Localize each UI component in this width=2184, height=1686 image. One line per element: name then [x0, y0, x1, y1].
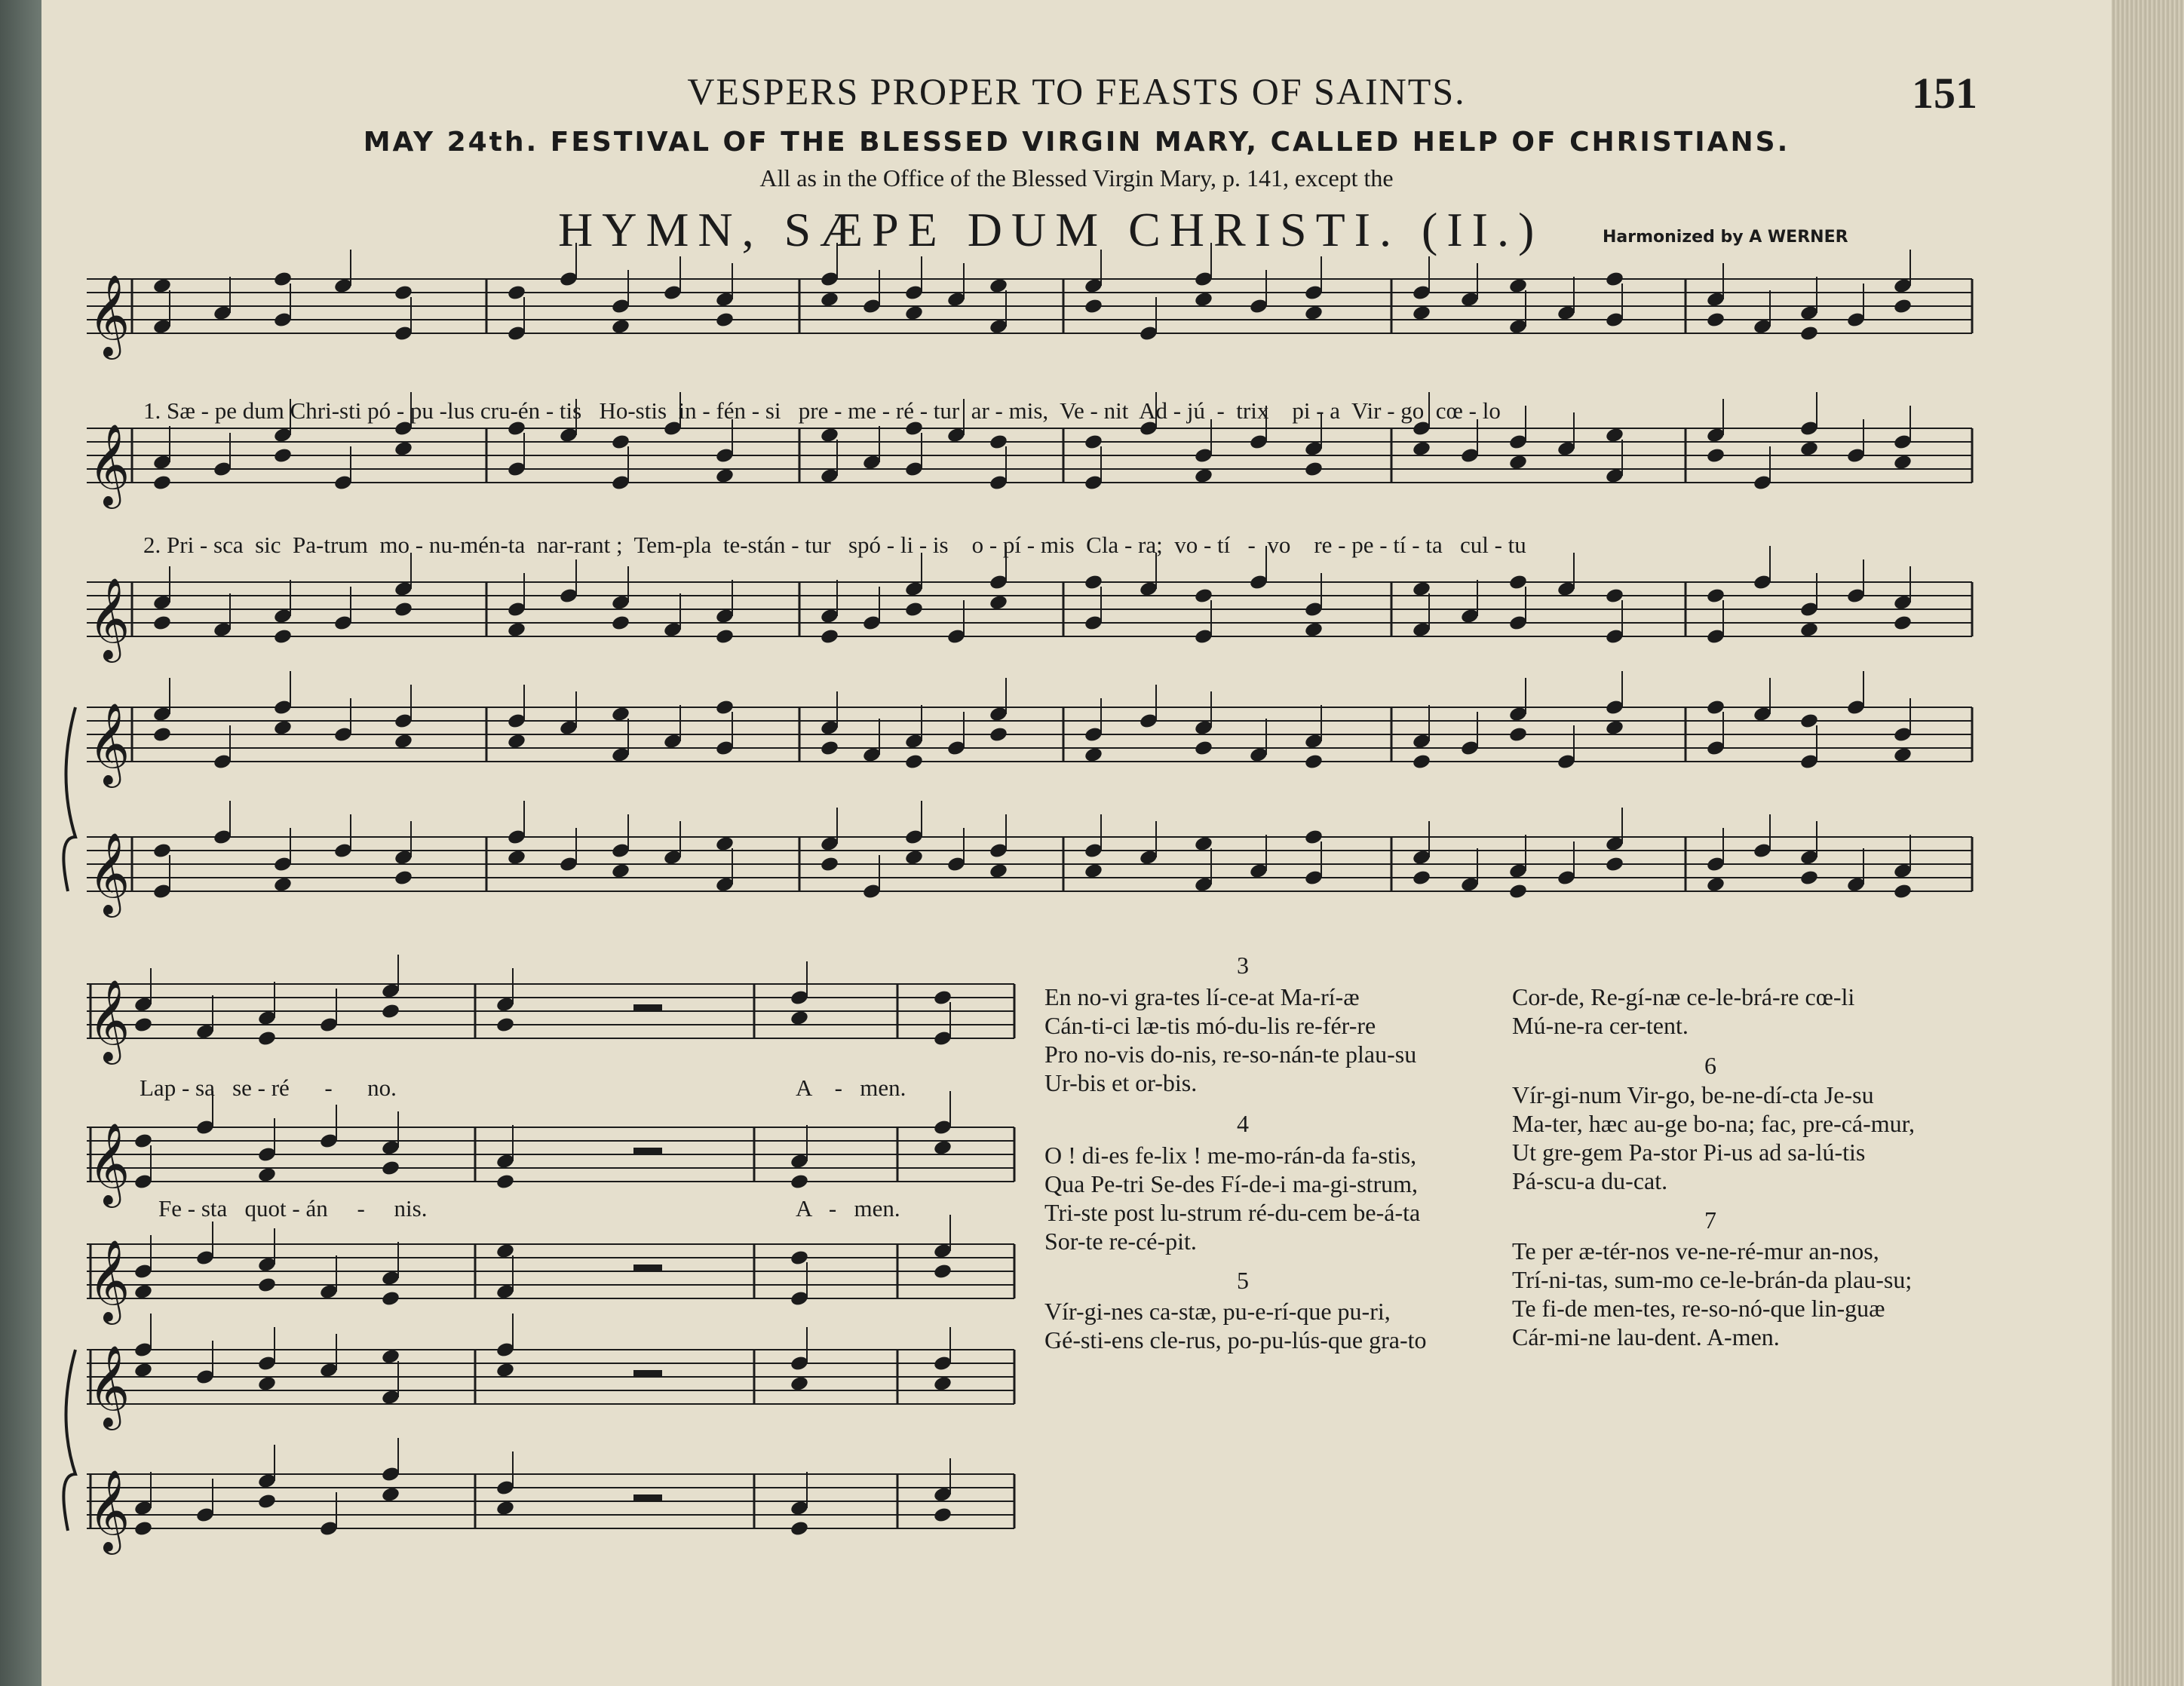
staff-organ-top-notehead [611, 615, 630, 632]
staff-end-organ-top-notehead [257, 1277, 277, 1294]
staff-organ-treble-notehead [1508, 726, 1528, 743]
verse-4 [1044, 1141, 1420, 1255]
hymn-title: HYMN, SÆPE DUM CHRISTI. (II.) [558, 203, 1544, 256]
staff-end-voice1-rest [633, 1004, 662, 1012]
rubric-line: All as in the Office of the Blessed Virgin Mary, p. 141, except the [759, 164, 1394, 192]
staff-organ-top-clef-icon: 𝄞 [88, 578, 130, 660]
staff-organ-treble-clef-icon: 𝄞 [88, 703, 130, 785]
page-number: 151 [1912, 69, 1977, 118]
staff-organ-bass-notehead [507, 849, 526, 866]
staff-organ-treble-notehead [820, 740, 839, 757]
staff-organ-bass-notehead [394, 869, 413, 887]
staff-organ-treble-notehead [507, 733, 526, 750]
verse-line: Pá-scu-a du-cat. [1512, 1167, 1668, 1194]
verse-number: 7 [1704, 1206, 1716, 1234]
verse-5-continued [1512, 982, 1854, 1040]
verse-line: Mú-ne-ra cer-tent. [1512, 1012, 1689, 1039]
lyrics-ending-1: Lap - sa se - ré - no. [140, 1074, 397, 1101]
staff-end-organ-bass-clef-icon: 𝄞 [88, 1470, 130, 1552]
staff-end-voice2-clef-icon: 𝄞 [88, 1123, 130, 1205]
verse-number: 4 [1237, 1110, 1249, 1137]
staff-end-organ-treble-rest [633, 1370, 662, 1378]
verse-7 [1512, 1237, 1912, 1351]
staff-end-voice2-notehead [933, 1139, 952, 1157]
staff-end-voice2-notehead [495, 1173, 515, 1191]
staff-organ-treble-notehead [273, 719, 293, 737]
verse-line: Vír-gi-nes ca-stæ, pu-e-rí-que pu-ri, [1044, 1298, 1391, 1325]
staff-organ-treble-notehead [1304, 753, 1324, 771]
book-spine [0, 0, 41, 1686]
staff-voice1-clef-icon: 𝄞 [88, 274, 130, 357]
staff-end-voice2-notehead [257, 1166, 277, 1184]
staff-end-voice2-rest [633, 1148, 662, 1155]
staff-end-organ-bass-notehead [495, 1500, 515, 1517]
staff-organ-bass-notehead [611, 863, 630, 880]
staff-organ-treble-notehead [394, 733, 413, 750]
verse-line: Te fi-de men-tes, re-so-nó-que lin-guæ [1512, 1295, 1885, 1322]
staff-voice1-notehead [1706, 311, 1725, 329]
staff-end-organ-treble-clef-icon: 𝄞 [88, 1345, 130, 1427]
staff-end-organ-bass-notehead [381, 1486, 400, 1504]
verse-line: Trí-ni-tas, sum-mo ce-le-brán-da plau-su; [1512, 1266, 1913, 1293]
staff-organ-top-notehead [507, 621, 526, 639]
staff-end-organ-top-notehead [133, 1283, 153, 1301]
staff-organ-treble-notehead [1084, 746, 1103, 764]
staff-organ-top-notehead [1893, 615, 1913, 632]
staff-end-voice2-notehead [381, 1160, 400, 1177]
staff-end-organ-bass-notehead [790, 1520, 809, 1537]
staff-organ-bass-notehead [1706, 876, 1725, 894]
staff-organ-bass-notehead [1084, 863, 1103, 880]
staff-end-organ-treble-notehead [495, 1362, 515, 1379]
staff-end-organ-top-notehead [381, 1290, 400, 1307]
staff-organ-bass-notehead [1508, 883, 1528, 900]
verse-line: Vír-gi-num Vir-go, be-ne-dí-cta Je-su [1512, 1081, 1874, 1108]
staff-end-organ-top-rest [633, 1264, 662, 1272]
staff-end-organ-top-clef-icon: 𝄞 [88, 1240, 130, 1322]
staff-organ-top-notehead [904, 601, 924, 618]
staff-voice2-notehead [1799, 440, 1819, 458]
verse-line: Cor-de, Re-gí-næ ce-le-brá-re cœ-li [1512, 983, 1855, 1010]
staff-end-organ-bass-notehead [933, 1507, 952, 1524]
organ-brace-icon [63, 707, 75, 891]
verse-line: Ma-ter, hæc au-ge bo-na; fac, pre-cá-mur, [1512, 1110, 1916, 1137]
staff-organ-bass-notehead [904, 849, 924, 866]
verse-line: Gé-sti-ens cle-rus, po-pu-lús-que gra-to [1044, 1326, 1427, 1353]
verse-line: Pro no-vis do-nis, re-so-nán-te plau-su [1044, 1041, 1417, 1068]
staff-voice2-notehead [394, 440, 413, 458]
staff-end-organ-treble-notehead [933, 1375, 952, 1393]
staff-voice2-notehead [1412, 440, 1431, 458]
staff-voice2-notehead [1304, 461, 1324, 478]
verse-3 [1044, 982, 1416, 1097]
music-notation [41, 0, 2112, 1686]
staff-voice1-notehead [715, 311, 735, 329]
lyrics-verse-1: 1. Sæ - pe dum Chri-sti pó - pu -lus cru-én - tis Ho-stis in - fén - si pre - me - ré - tur ar - mis, Ve - nit Ad - jú - trix pi - a Vir - go cœ - lo [143, 397, 1501, 424]
staff-organ-bass-notehead [1893, 883, 1913, 900]
verse-number: 6 [1704, 1052, 1716, 1079]
staff-organ-treble-notehead [1412, 753, 1431, 771]
staff-organ-top-notehead [1799, 621, 1819, 639]
staff-voice1-notehead [1893, 298, 1913, 315]
feast-title: MAY 24th. FESTIVAL OF THE BLESSED VIRGIN MARY, CALLED HELP OF CHRISTIANS. [363, 127, 1790, 158]
amen-1: A - men. [796, 1074, 906, 1101]
staff-end-voice1-notehead [381, 1003, 400, 1020]
staff-organ-top-notehead [273, 628, 293, 645]
verse-line: Cán-ti-ci læ-tis mó-du-lis re-fér-re [1044, 1012, 1376, 1039]
staff-end-organ-top-notehead [933, 1263, 952, 1280]
staff-voice1-notehead [1799, 325, 1819, 342]
verse-line: O ! di-es fe-lix ! me-mo-rán-da fa-stis, [1044, 1142, 1417, 1169]
verse-number: 3 [1237, 952, 1249, 979]
staff-organ-bass-notehead [1605, 856, 1624, 873]
staff-organ-treble-notehead [152, 726, 172, 743]
verse-line: Te per æ-tér-nos ve-ne-ré-mur an-nos, [1512, 1237, 1879, 1264]
staff-organ-top-notehead [820, 628, 839, 645]
staff-organ-treble-notehead [1605, 719, 1624, 737]
staff-organ-top-notehead [989, 594, 1008, 612]
staff-end-voice1-notehead [133, 1016, 153, 1034]
verse-line: Sor-te re-cé-pit. [1044, 1228, 1197, 1255]
staff-voice2-notehead [152, 474, 172, 492]
running-head: VESPERS PROPER TO FEASTS OF SAINTS. [687, 70, 1466, 112]
verse-line: Ur-bis et or-bis. [1044, 1069, 1198, 1096]
staff-voice1-notehead [611, 318, 630, 336]
staff-voice2-notehead [273, 447, 293, 464]
staff-end-organ-bass-notehead [133, 1520, 153, 1537]
verse-line: Tri-ste post lu-strum ré-du-cem be-á-ta [1044, 1199, 1421, 1226]
organ-brace-end-icon [63, 1350, 75, 1531]
staff-end-voice1-clef-icon: 𝄞 [88, 979, 130, 1062]
staff-end-organ-bass-notehead [257, 1493, 277, 1510]
staff-voice1-notehead [1412, 305, 1431, 322]
staff-voice2-notehead [1194, 467, 1213, 485]
staff-organ-bass-notehead [1412, 869, 1431, 887]
staff-end-voice1-notehead [257, 1030, 277, 1047]
staff-organ-bass-notehead [989, 863, 1008, 880]
staff-voice1-notehead [1304, 305, 1324, 322]
staff-end-voice1-notehead [790, 1010, 809, 1027]
staff-end-organ-treble-notehead [790, 1375, 809, 1393]
staff-organ-top-notehead [152, 615, 172, 632]
verse-6 [1512, 1081, 1915, 1195]
verse-line: Cár-mi-ne lau-dent. A-men. [1512, 1323, 1780, 1350]
amen-2: A - men. [796, 1195, 900, 1222]
staff-voice1-notehead [820, 291, 839, 308]
staff-organ-bass-clef-icon: 𝄞 [88, 832, 130, 915]
verse-number: 5 [1237, 1267, 1249, 1294]
verse-line: En no-vi gra-tes lí-ce-at Ma-rí-æ [1044, 983, 1360, 1010]
staff-organ-top-notehead [394, 601, 413, 618]
staff-voice1-notehead [1084, 298, 1103, 315]
staff-organ-bass-notehead [820, 856, 839, 873]
staff-voice2-notehead [715, 467, 735, 485]
staff-organ-top-notehead [1304, 621, 1324, 639]
staff-end-voice2-notehead [790, 1173, 809, 1191]
verse-line: Qua Pe-tri Se-des Fí-de-i ma-gi-strum, [1044, 1170, 1418, 1197]
staff-organ-treble-notehead [1194, 740, 1213, 757]
staff-voice2-notehead [1508, 454, 1528, 471]
staff-end-voice1-notehead [495, 1016, 515, 1034]
harmonizer-credit: Harmonized by A WERNER [1603, 228, 1848, 247]
lyrics-ending-2: Fe - sta quot - án - nis. [158, 1195, 428, 1222]
staff-organ-bass-notehead [273, 876, 293, 894]
paper-page [41, 0, 2112, 1686]
staff-voice2-clef-icon: 𝄞 [88, 424, 130, 506]
staff-organ-top-notehead [715, 628, 735, 645]
staff-end-organ-treble-notehead [257, 1375, 277, 1393]
staff-organ-treble-notehead [1893, 746, 1913, 764]
staff-end-organ-treble-notehead [133, 1362, 153, 1379]
verse-5 [1044, 1297, 1427, 1354]
staff-voice2-notehead [1706, 447, 1725, 464]
page-edge-stack [2112, 0, 2184, 1686]
staff-end-organ-bass-rest [633, 1494, 662, 1502]
staff-organ-treble-notehead [989, 726, 1008, 743]
lyrics-verse-2: 2. Pri - sca sic Pa-trum mo - nu-mén-ta nar-rant ; Tem-pla te-stán - tur spó - li - is o - pí - mis Cla - ra; vo - tí - vo re - pe - tí - ta cul - tu [143, 532, 1526, 558]
verse-line: Ut gre-gem Pa-stor Pi-us ad sa-lú-tis [1512, 1139, 1866, 1166]
staff-voice2-notehead [1893, 454, 1913, 471]
staff-voice1-notehead [1194, 291, 1213, 308]
staff-voice1-notehead [904, 305, 924, 322]
staff-organ-treble-notehead [904, 753, 924, 771]
staff-organ-bass-notehead [1799, 869, 1819, 887]
